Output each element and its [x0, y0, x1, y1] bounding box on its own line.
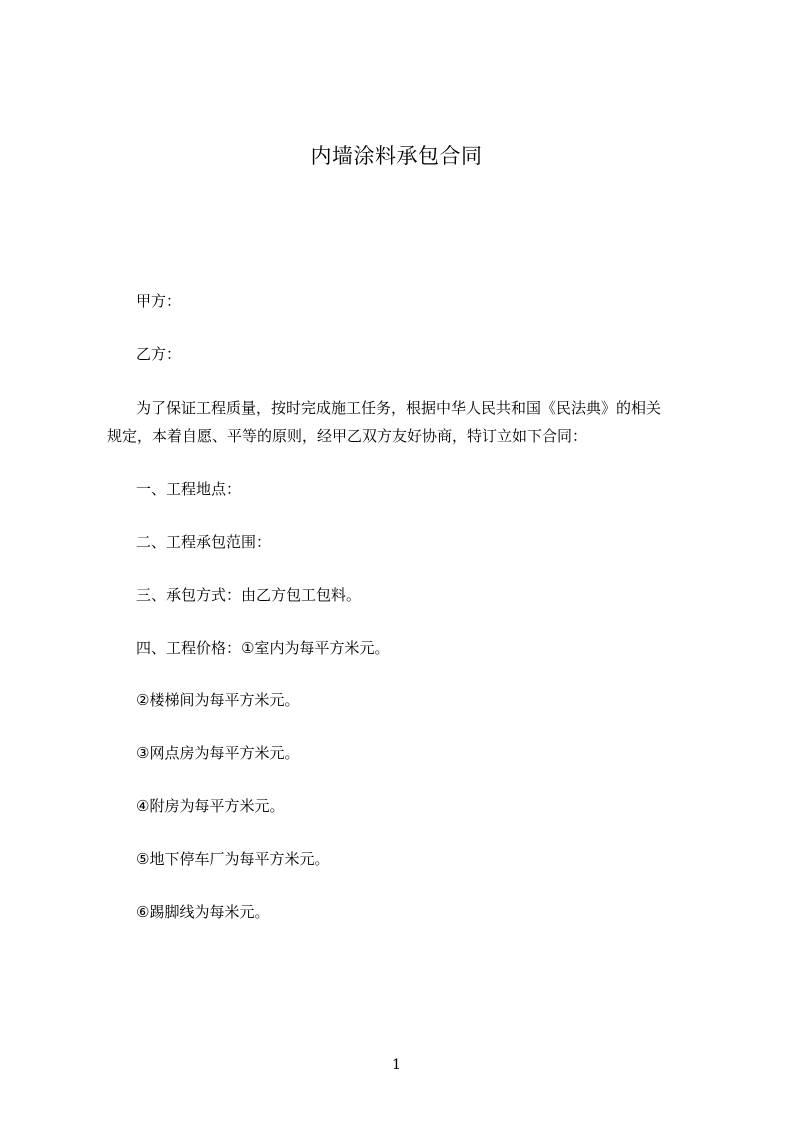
clause-location: 一、工程地点： — [136, 480, 242, 498]
preamble-line-2: 规定，本着自愿、平等的原则，经甲乙双方友好协商，特订立如下合同： — [107, 427, 588, 445]
price-item: ⑤地下停车厂为每平方米元。 — [136, 850, 330, 868]
document-title: 内墙涂料承包合同 — [310, 144, 483, 168]
clause-price: 四、工程价格：①室内为每平方米元。 — [136, 639, 390, 657]
party-a-line: 甲方： — [136, 292, 182, 310]
price-item: ④附房为每平方米元。 — [136, 797, 285, 815]
price-item: ②楼梯间为每平方米元。 — [136, 691, 300, 709]
clause-scope: 二、工程承包范围： — [136, 533, 272, 551]
price-item: ⑥踢脚线为每米元。 — [136, 903, 270, 921]
clause-method: 三、承包方式：由乙方包工包料。 — [136, 586, 362, 604]
page-number: 1 — [392, 1057, 401, 1073]
preamble-line-1: 为了保证工程质量，按时完成施工任务，根据中华人民共和国《民法典》的相关 — [136, 399, 662, 417]
price-item: ③网点房为每平方米元。 — [136, 744, 300, 762]
party-b-line: 乙方： — [136, 345, 182, 363]
